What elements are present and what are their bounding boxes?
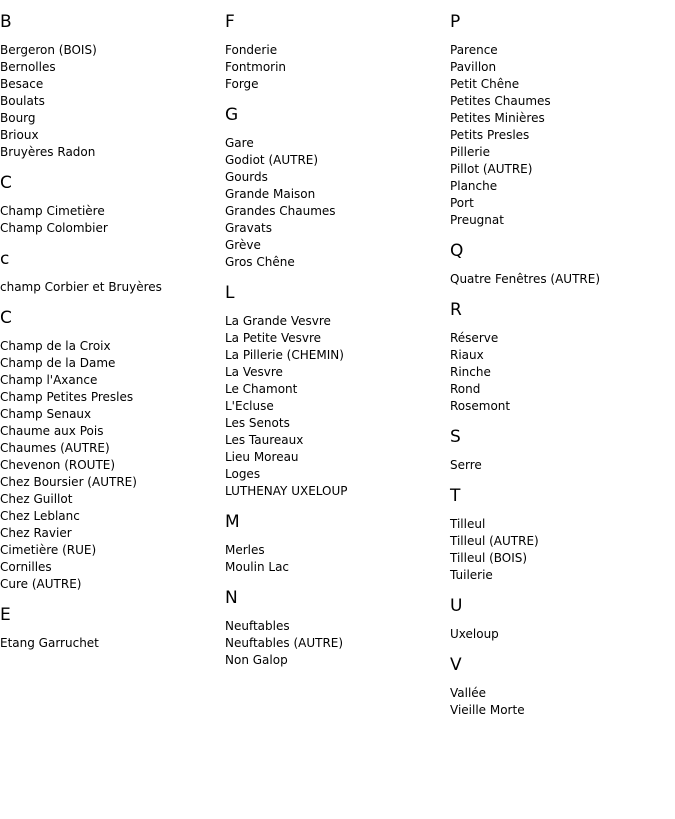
list-item <box>225 254 445 271</box>
list-item <box>225 432 445 449</box>
section-letter-heading: C <box>0 173 12 193</box>
list-item <box>450 516 670 533</box>
place-link[interactable]: Port <box>450 196 474 210</box>
list-item <box>225 169 445 186</box>
place-link[interactable]: Le Chamont <box>225 382 298 396</box>
list-item <box>225 635 445 652</box>
letter-section <box>450 655 670 719</box>
place-link[interactable]: Preugnat <box>450 213 504 227</box>
place-link[interactable]: Petites Chaumes <box>450 94 551 108</box>
list-item <box>225 330 445 347</box>
place-link[interactable]: champ Corbier et Bruyères <box>0 280 162 294</box>
list-item <box>450 457 670 474</box>
list-item <box>225 449 445 466</box>
list-item <box>0 508 220 525</box>
letter-section <box>225 105 445 271</box>
index-column <box>0 0 220 664</box>
letter-section <box>450 486 670 584</box>
place-list <box>450 685 670 719</box>
list-item <box>450 76 670 93</box>
section-letter-heading: F <box>225 12 235 32</box>
list-item <box>0 635 220 652</box>
place-list <box>225 542 445 576</box>
place-link[interactable]: Non Galop <box>225 653 288 667</box>
place-link[interactable]: Champ Colombier <box>0 221 108 235</box>
list-item <box>0 338 220 355</box>
list-item <box>450 533 670 550</box>
list-item <box>0 491 220 508</box>
place-link[interactable]: L'Ecluse <box>225 399 274 413</box>
place-list <box>450 330 670 415</box>
place-link[interactable]: Neuftables (AUTRE) <box>225 636 344 650</box>
list-item <box>225 381 445 398</box>
list-item <box>450 178 670 195</box>
place-link[interactable]: Cornilles <box>0 560 52 574</box>
list-item <box>450 398 670 415</box>
letter-section <box>450 241 670 288</box>
list-item <box>450 567 670 584</box>
list-item <box>225 186 445 203</box>
list-item <box>225 203 445 220</box>
section-letter-heading: S <box>450 427 461 447</box>
list-item <box>0 144 220 161</box>
letter-section <box>225 283 445 500</box>
place-link[interactable]: Chez Leblanc <box>0 509 80 523</box>
place-list <box>0 279 220 296</box>
list-item <box>450 550 670 567</box>
list-item <box>0 559 220 576</box>
place-link[interactable]: Chez Ravier <box>0 526 72 540</box>
place-link[interactable]: Champ l'Axance <box>0 373 98 387</box>
place-list <box>0 338 220 593</box>
section-letter-heading: C <box>0 308 12 328</box>
place-list <box>0 635 220 652</box>
list-item <box>0 440 220 457</box>
place-link[interactable]: La Grande Vesvre <box>225 314 331 328</box>
list-item <box>450 59 670 76</box>
list-item <box>450 330 670 347</box>
section-letter-heading: B <box>0 12 12 32</box>
section-letter-heading: c <box>0 249 10 269</box>
place-link[interactable]: Les Taureaux <box>225 433 304 447</box>
place-link[interactable]: Bergeron (BOIS) <box>0 43 97 57</box>
place-link[interactable]: Fonderie <box>225 43 278 57</box>
place-link[interactable]: Chevenon (ROUTE) <box>0 458 116 472</box>
place-link[interactable]: Forge <box>225 77 259 91</box>
list-item <box>225 415 445 432</box>
place-link[interactable]: Cure (AUTRE) <box>0 577 82 591</box>
index-column <box>225 0 445 681</box>
list-item <box>450 626 670 643</box>
list-item <box>225 59 445 76</box>
list-item <box>0 355 220 372</box>
letter-section <box>225 12 445 93</box>
list-item <box>225 152 445 169</box>
section-letter-heading: L <box>225 283 235 303</box>
list-item <box>225 483 445 500</box>
place-link[interactable]: Bruyères Radon <box>0 145 96 159</box>
list-item <box>0 542 220 559</box>
list-item <box>450 195 670 212</box>
list-item <box>0 59 220 76</box>
list-item <box>0 127 220 144</box>
letter-section <box>225 512 445 576</box>
section-letter-heading: M <box>225 512 240 532</box>
place-link[interactable]: Champ Petites Presles <box>0 390 134 404</box>
letter-section <box>0 249 220 296</box>
place-link[interactable]: Vallée <box>450 686 487 700</box>
list-item <box>225 135 445 152</box>
place-link[interactable]: Neuftables <box>225 619 290 633</box>
list-item <box>225 618 445 635</box>
list-item <box>0 372 220 389</box>
place-link[interactable]: Chaumes (AUTRE) <box>0 441 110 455</box>
list-item <box>225 347 445 364</box>
list-item <box>225 398 445 415</box>
place-link[interactable]: La Petite Vesvre <box>225 331 322 345</box>
section-letter-heading: T <box>450 486 461 506</box>
place-link[interactable]: Les Senots <box>225 416 290 430</box>
place-link[interactable]: Fontmorin <box>225 60 287 74</box>
place-list <box>0 42 220 161</box>
place-link[interactable]: Petit Chêne <box>450 77 520 91</box>
list-item <box>450 110 670 127</box>
list-item <box>0 474 220 491</box>
place-link[interactable]: Serre <box>450 458 482 472</box>
list-item <box>225 220 445 237</box>
place-list <box>225 135 445 271</box>
section-letter-heading: P <box>450 12 461 32</box>
letter-section <box>450 427 670 474</box>
place-link[interactable]: Chaume aux Pois <box>0 424 104 438</box>
section-letter-heading: R <box>450 300 462 320</box>
place-list <box>450 516 670 584</box>
place-link[interactable]: Grande Maison <box>225 187 316 201</box>
place-link[interactable]: Gourds <box>225 170 268 184</box>
place-link[interactable]: Champ de la Dame <box>0 356 116 370</box>
place-link[interactable]: Pillot (AUTRE) <box>450 162 533 176</box>
list-item <box>0 220 220 237</box>
list-item <box>0 457 220 474</box>
list-item <box>225 42 445 59</box>
place-link[interactable]: Tilleul (BOIS) <box>450 551 528 565</box>
place-list <box>450 457 670 474</box>
list-item <box>225 364 445 381</box>
place-link[interactable]: Quatre Fenêtres (AUTRE) <box>450 272 601 286</box>
list-item <box>450 93 670 110</box>
section-letter-heading: U <box>450 596 463 616</box>
list-item <box>225 466 445 483</box>
place-link[interactable]: Petits Presles <box>450 128 530 142</box>
place-link[interactable]: Godiot (AUTRE) <box>225 153 319 167</box>
place-link[interactable]: Etang Garruchet <box>0 636 99 650</box>
place-link[interactable]: Gros Chêne <box>225 255 295 269</box>
place-list <box>225 313 445 500</box>
place-link[interactable]: Gravats <box>225 221 272 235</box>
list-item <box>0 389 220 406</box>
place-link[interactable]: Grève <box>225 238 261 252</box>
place-link[interactable]: Réserve <box>450 331 499 345</box>
place-link[interactable]: Vieille Morte <box>450 703 525 717</box>
place-link[interactable]: Pavillon <box>450 60 497 74</box>
place-list <box>450 626 670 643</box>
place-list <box>450 42 670 229</box>
list-item <box>0 423 220 440</box>
place-link[interactable]: Brioux <box>0 128 39 142</box>
index-column <box>450 0 670 731</box>
list-item <box>0 110 220 127</box>
list-item <box>225 542 445 559</box>
list-item <box>0 406 220 423</box>
place-link[interactable]: Gare <box>225 136 254 150</box>
place-link[interactable]: Lieu Moreau <box>225 450 299 464</box>
list-item <box>450 381 670 398</box>
place-link[interactable]: Rinche <box>450 365 491 379</box>
place-list <box>450 271 670 288</box>
place-link[interactable]: Moulin Lac <box>225 560 290 574</box>
list-item <box>450 127 670 144</box>
place-link[interactable]: Chez Boursier (AUTRE) <box>0 475 137 489</box>
letter-section <box>0 12 220 161</box>
place-link[interactable]: Merles <box>225 543 265 557</box>
list-item <box>450 161 670 178</box>
place-link[interactable]: Boulats <box>0 94 45 108</box>
place-link[interactable]: Tuilerie <box>450 568 493 582</box>
list-item <box>450 702 670 719</box>
place-link[interactable]: Rosemont <box>450 399 511 413</box>
place-link[interactable]: Chez Guillot <box>0 492 73 506</box>
place-link[interactable]: Champ Cimetière <box>0 204 105 218</box>
section-letter-heading: V <box>450 655 462 675</box>
place-link[interactable]: Riaux <box>450 348 484 362</box>
list-item <box>450 347 670 364</box>
list-item <box>0 42 220 59</box>
place-link[interactable]: Champ de la Croix <box>0 339 111 353</box>
letter-section <box>225 588 445 669</box>
place-link[interactable]: Besace <box>0 77 44 91</box>
place-link[interactable]: Petites Minières <box>450 111 545 125</box>
list-item <box>225 76 445 93</box>
list-item <box>450 144 670 161</box>
place-link[interactable]: La Vesvre <box>225 365 283 379</box>
place-link[interactable]: La Pillerie (CHEMIN) <box>225 348 344 362</box>
list-item <box>450 364 670 381</box>
place-link[interactable]: Tilleul <box>450 517 486 531</box>
list-item <box>450 42 670 59</box>
place-link[interactable]: Loges <box>225 467 261 481</box>
place-link[interactable]: Grandes Chaumes <box>225 204 336 218</box>
list-item <box>0 203 220 220</box>
list-item <box>0 576 220 593</box>
place-link[interactable]: Pillerie <box>450 145 491 159</box>
letter-section <box>0 605 220 652</box>
list-item <box>0 93 220 110</box>
place-list <box>225 618 445 669</box>
list-item <box>225 313 445 330</box>
place-list <box>225 42 445 93</box>
list-item <box>0 279 220 296</box>
place-link[interactable]: LUTHENAY UXELOUP <box>225 484 348 498</box>
list-item <box>225 237 445 254</box>
list-item <box>450 271 670 288</box>
section-letter-heading: E <box>0 605 11 625</box>
list-item <box>0 525 220 542</box>
place-link[interactable]: Bourg <box>0 111 36 125</box>
place-list <box>0 203 220 237</box>
list-item <box>450 212 670 229</box>
section-letter-heading: G <box>225 105 239 125</box>
place-link[interactable]: Cimetière (RUE) <box>0 543 97 557</box>
place-link[interactable]: Planche <box>450 179 498 193</box>
letter-section <box>450 596 670 643</box>
list-item <box>0 76 220 93</box>
list-item <box>450 685 670 702</box>
letter-section <box>0 173 220 237</box>
place-link[interactable]: Parence <box>450 43 498 57</box>
section-letter-heading: N <box>225 588 238 608</box>
place-link[interactable]: Rond <box>450 382 481 396</box>
letter-section <box>450 12 670 229</box>
place-link[interactable]: Uxeloup <box>450 627 499 641</box>
place-link[interactable]: Tilleul (AUTRE) <box>450 534 539 548</box>
place-link[interactable]: Bernolles <box>0 60 56 74</box>
letter-section <box>450 300 670 415</box>
letter-section <box>0 308 220 593</box>
list-item <box>225 559 445 576</box>
place-link[interactable]: Champ Senaux <box>0 407 92 421</box>
list-item <box>225 652 445 669</box>
section-letter-heading: Q <box>450 241 464 261</box>
